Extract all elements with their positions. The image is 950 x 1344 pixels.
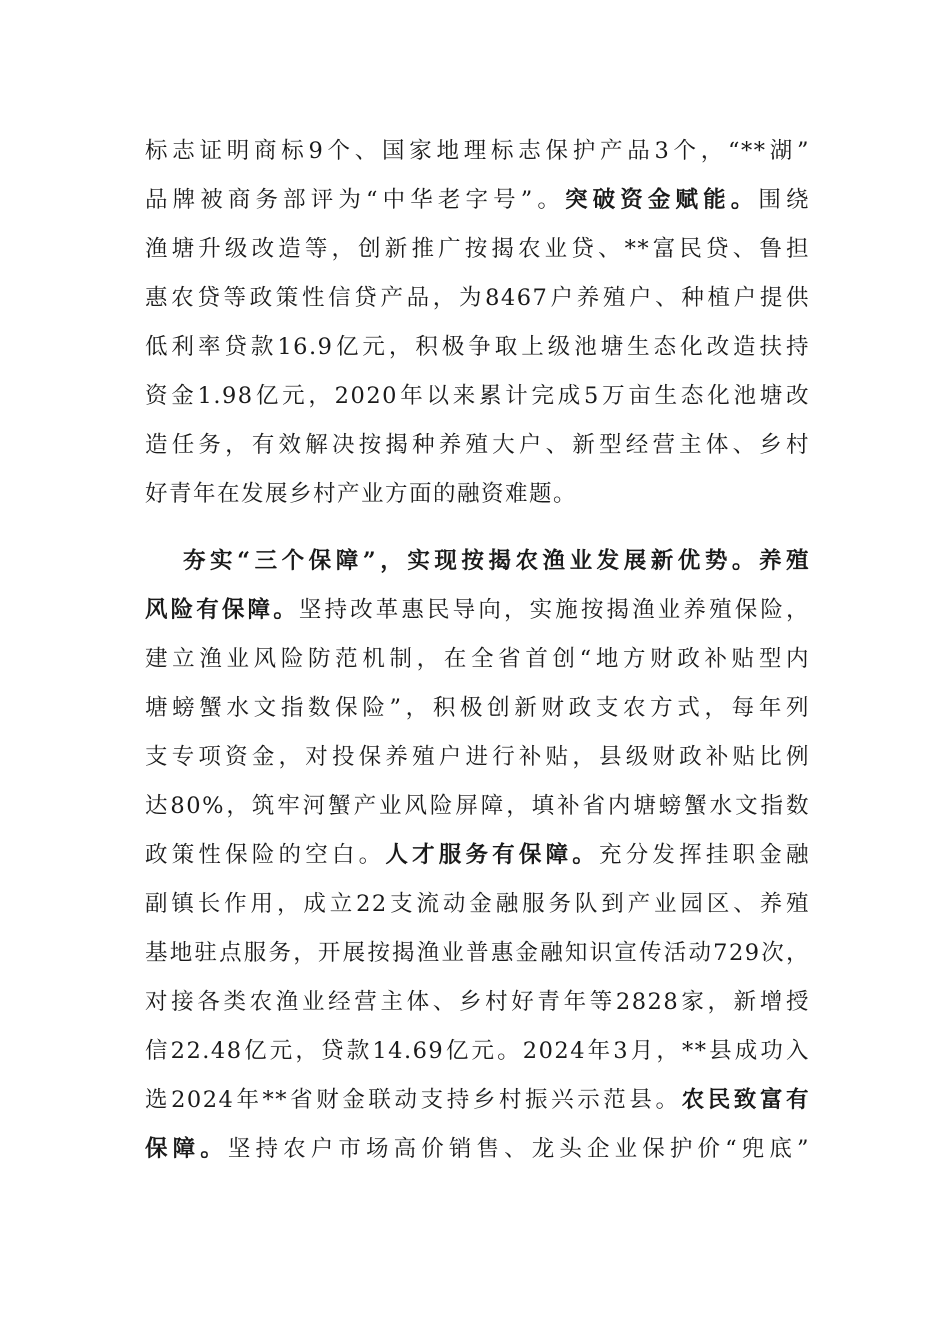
text-span: 资金1.98亿元，2020年以来累计完成5万亩生态化池塘改 <box>145 383 810 409</box>
text-line <box>145 884 810 924</box>
text-span: 信22.48亿元，贷款14.69亿元。2024年3月，**县成功入 <box>145 1038 810 1064</box>
text-line <box>145 590 810 630</box>
bold-heading: 风险有保障。 <box>145 597 299 623</box>
text-span: 基地驻点服务，开展按揭渔业普惠金融知识宣传活动729次， <box>145 940 810 966</box>
text-span: 标志证明商标9个、国家地理标志保护产品3个，“**湖” <box>145 138 810 164</box>
text-span: 坚持改革惠民导向，实施按揭渔业养殖保险， <box>298 597 810 623</box>
text-span: 好青年在发展乡村产业方面的融资难题。 <box>145 481 578 507</box>
text-line <box>145 131 810 171</box>
text-span: 惠农贷等政策性信贷产品，为8467户养殖户、种植户提供 <box>145 285 810 311</box>
text-span: 选2024年**省财金联动支持乡村振兴示范县。 <box>145 1087 682 1113</box>
text-span: 渔塘升级改造等，创新推广按揭农业贷、**富民贷、鲁担 <box>145 236 810 262</box>
text-span: 政策性保险的空白。 <box>145 842 386 868</box>
text-line <box>145 229 810 269</box>
text-span: 对接各类农渔业经营主体、乡村好青年等2828家，新增授 <box>145 989 810 1015</box>
bold-heading: 农民致富有 <box>681 1087 810 1113</box>
text-line <box>145 737 810 777</box>
text-span: 达80%，筑牢河蟹产业风险屏障，填补省内塘螃蟹水文指数 <box>145 793 810 819</box>
text-line <box>145 327 810 367</box>
text-line <box>145 688 810 728</box>
text-span: 充分发挥挂职金融 <box>599 842 810 868</box>
text-span: 低利率贷款16.9亿元，积极争取上级池塘生态化改造扶持 <box>145 334 810 360</box>
text-line <box>145 1129 810 1169</box>
text-line <box>145 474 810 514</box>
text-span: 塘螃蟹水文指数保险”，积极创新财政支农方式，每年列 <box>145 695 810 721</box>
text-line <box>145 786 810 826</box>
text-line <box>145 1080 810 1120</box>
text-line <box>145 278 810 318</box>
bold-heading: 人才服务有保障。 <box>385 842 600 868</box>
text-line <box>183 541 810 581</box>
text-span: 建立渔业风险防范机制，在全省首创“地方财政补贴型内 <box>145 646 810 672</box>
text-line <box>145 376 810 416</box>
bold-heading: 突破资金赋能。 <box>564 187 759 213</box>
text-span: 坚持农户市场高价销售、龙头企业保护价“兜底” <box>227 1136 810 1162</box>
text-line <box>145 180 810 220</box>
text-line <box>145 835 810 875</box>
bold-heading: 保障。 <box>145 1136 228 1162</box>
text-line <box>145 425 810 465</box>
text-line <box>145 933 810 973</box>
text-span: 支专项资金，对投保养殖户进行补贴，县级财政补贴比例 <box>145 744 810 770</box>
text-span: 造任务，有效解决按揭种养殖大户、新型经营主体、乡村 <box>145 432 810 458</box>
text-span: 品牌被商务部评为“中华老字号”。 <box>145 187 565 213</box>
text-line <box>145 1031 810 1071</box>
text-span: 副镇长作用，成立22支流动金融服务队到产业园区、养殖 <box>145 891 810 917</box>
text-span: 围绕 <box>758 187 810 213</box>
text-line <box>145 982 810 1022</box>
text-line <box>145 639 810 679</box>
bold-heading: 夯实“三个保障”，实现按揭农渔业发展新优势。养殖 <box>183 548 810 574</box>
